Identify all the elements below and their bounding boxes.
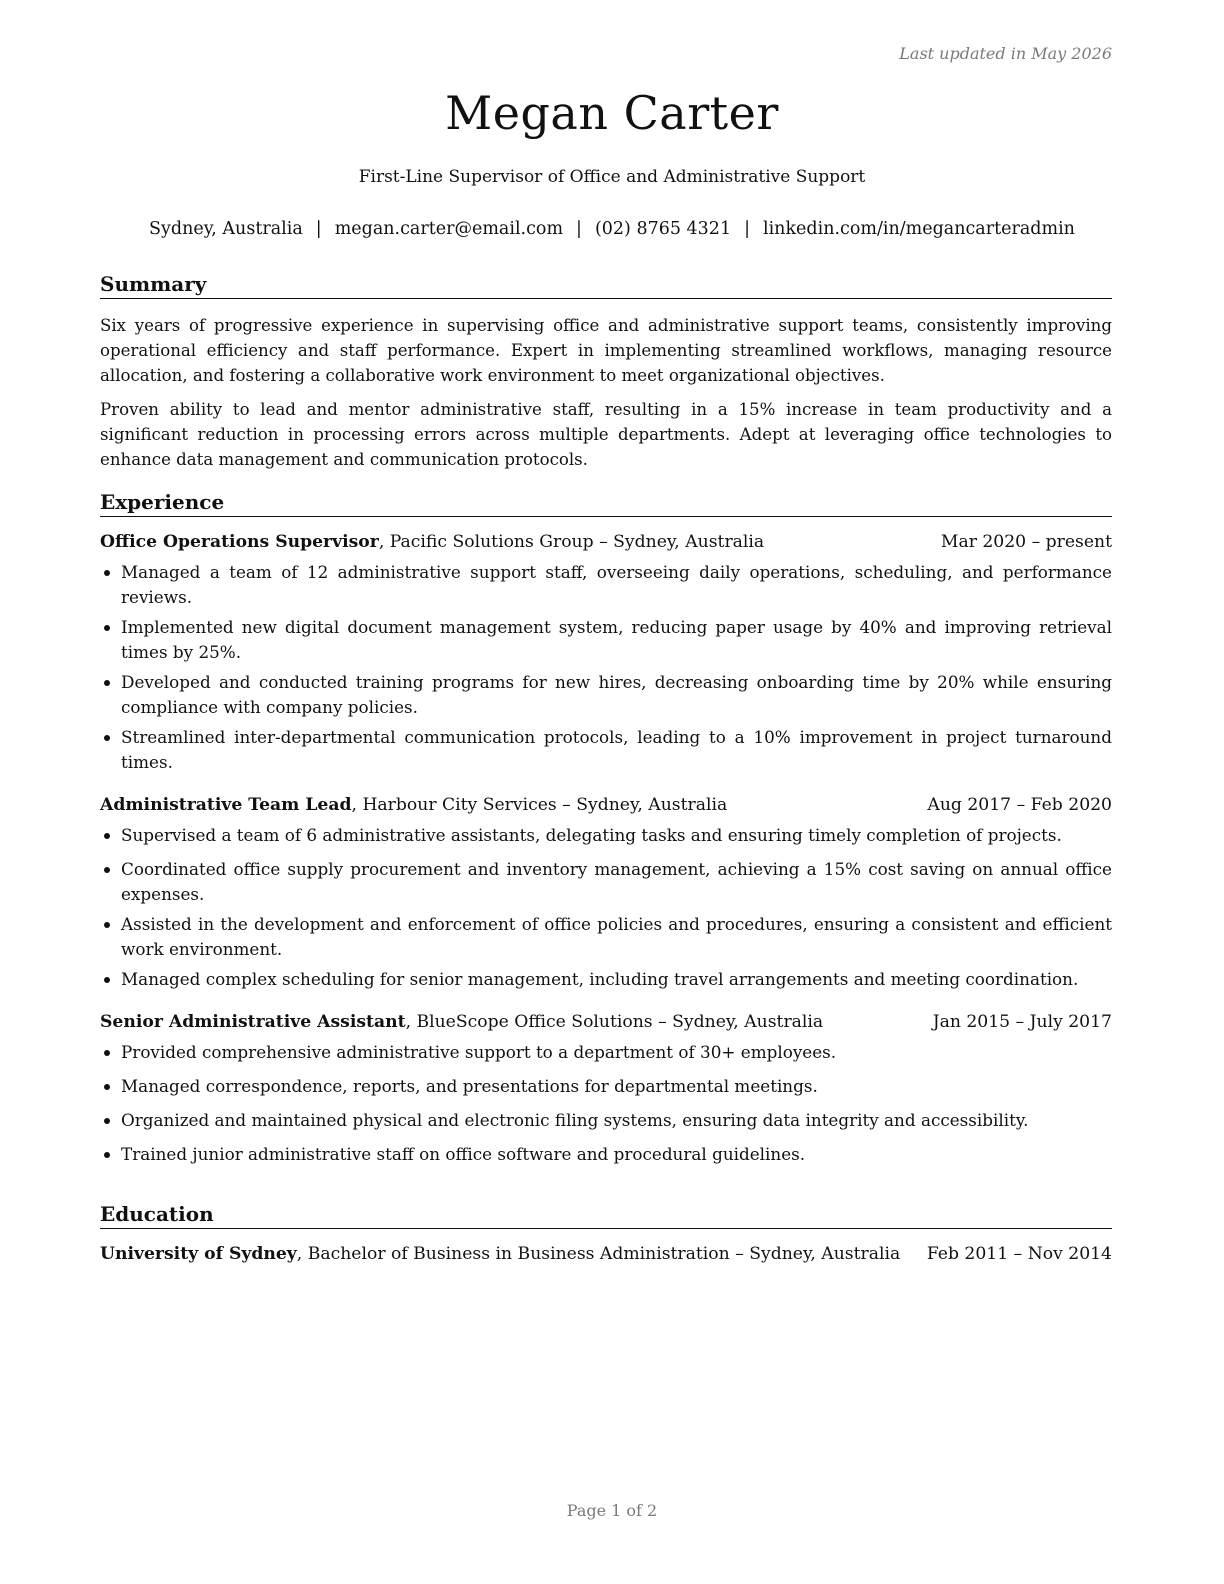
job-bullet: Assisted in the development and enforcement of office policies and procedures, ensuring a consistent and efficient work environment. xyxy=(100,912,1112,962)
contact-line xyxy=(0,219,1224,239)
job-bullets xyxy=(100,1040,1112,1167)
summary-paragraph: Proven ability to lead and mentor administrative staff, resulting in a 15% increase in team productivity and a significant reduction in processing errors across multiple departments. Adept at leveraging office technologies to enhance data management and communication protocols. xyxy=(100,400,1112,469)
job-org: , Pacific Solutions Group – Sydney, Australia xyxy=(378,532,765,552)
page-number: Page 1 of 2 xyxy=(566,1501,658,1520)
job-bullet: Trained junior administrative staff on office software and procedural guidelines. xyxy=(100,1142,1112,1167)
job-title-line xyxy=(100,1010,823,1035)
summary-section xyxy=(100,271,1112,472)
summary-title: Summary xyxy=(100,271,1112,299)
education-degree: , Bachelor of Business in Business Administration – Sydney, Australia xyxy=(296,1244,901,1264)
candidate-name: Megan Carter xyxy=(445,86,779,140)
education-section xyxy=(100,1201,1112,1267)
job-dates: Aug 2017 – Feb 2020 xyxy=(927,795,1112,815)
job-entry xyxy=(100,1010,1112,1167)
job-header xyxy=(100,1010,1112,1035)
contact-separator: | xyxy=(744,219,750,239)
experience-section xyxy=(100,489,1112,1167)
experience-title: Experience xyxy=(100,489,1112,517)
headline: First-Line Supervisor of Office and Administrative Support xyxy=(358,167,866,187)
education-title: Education xyxy=(100,1201,1112,1229)
job-bullet: Organized and maintained physical and electronic filing systems, ensuring data integrity and accessibility. xyxy=(100,1108,1112,1133)
job-bullet: Streamlined inter-departmental communication protocols, leading to a 10% improvement in project turnaround times. xyxy=(100,725,1112,775)
education-school: University of Sydney xyxy=(100,1244,297,1264)
job-bullet: Developed and conducted training programs for new hires, decreasing onboarding time by 20% while ensuring compliance with company policies. xyxy=(100,670,1112,720)
contact-linkedin[interactable]: linkedin.com/in/megancarteradmin xyxy=(762,219,1075,239)
contact-separator: | xyxy=(576,219,582,239)
contact-location: Sydney, Australia xyxy=(149,219,303,239)
job-dates: Mar 2020 – present xyxy=(940,532,1112,552)
job-bullets xyxy=(100,560,1112,775)
job-dates: Jan 2015 – July 2017 xyxy=(932,1012,1112,1032)
last-updated: Last updated in May 2026 xyxy=(899,44,1112,63)
job-entry xyxy=(100,793,1112,992)
job-bullet: Managed complex scheduling for senior management, including travel arrangements and meeting coordination. xyxy=(100,967,1112,992)
job-bullets xyxy=(100,823,1112,992)
job-entry xyxy=(100,530,1112,775)
job-bullet: Implemented new digital document management system, reducing paper usage by 40% and improving retrieval times by 25%. xyxy=(100,615,1112,665)
job-role: Senior Administrative Assistant xyxy=(100,1012,406,1032)
job-bullet: Coordinated office supply procurement and inventory management, achieving a 15% cost saving on annual office expenses. xyxy=(100,857,1112,907)
job-header xyxy=(100,530,1112,555)
job-role: Administrative Team Lead xyxy=(100,795,352,815)
contact-email[interactable]: megan.carter@email.com xyxy=(334,219,564,239)
job-bullet: Managed a team of 12 administrative support staff, overseeing daily operations, scheduling, and performance reviews. xyxy=(100,560,1112,610)
job-title-line xyxy=(100,530,764,555)
education-dates: Feb 2011 – Nov 2014 xyxy=(926,1244,1112,1264)
summary-paragraph: Six years of progressive experience in supervising office and administrative support teams, consistently improving operational efficiency and staff performance. Expert in implementing streamlined workflows, managing resource allocation, and fostering a collaborative work environment to meet organizational objectives. xyxy=(100,316,1112,385)
job-bullet: Provided comprehensive administrative support to a department of 30+ employees. xyxy=(100,1040,1112,1065)
education-entry xyxy=(100,1242,1112,1267)
education-line xyxy=(100,1242,900,1267)
job-org: , BlueScope Office Solutions – Sydney, Australia xyxy=(405,1012,824,1032)
job-org: , Harbour City Services – Sydney, Australia xyxy=(351,795,728,815)
job-role: Office Operations Supervisor xyxy=(100,532,379,552)
job-bullet: Supervised a team of 6 administrative assistants, delegating tasks and ensuring timely completion of projects. xyxy=(100,823,1112,848)
job-bullet: Managed correspondence, reports, and presentations for departmental meetings. xyxy=(100,1074,1112,1099)
contact-phone[interactable]: (02) 8765 4321 xyxy=(594,219,732,239)
job-header xyxy=(100,793,1112,818)
job-title-line xyxy=(100,793,727,818)
contact-separator: | xyxy=(315,219,322,239)
